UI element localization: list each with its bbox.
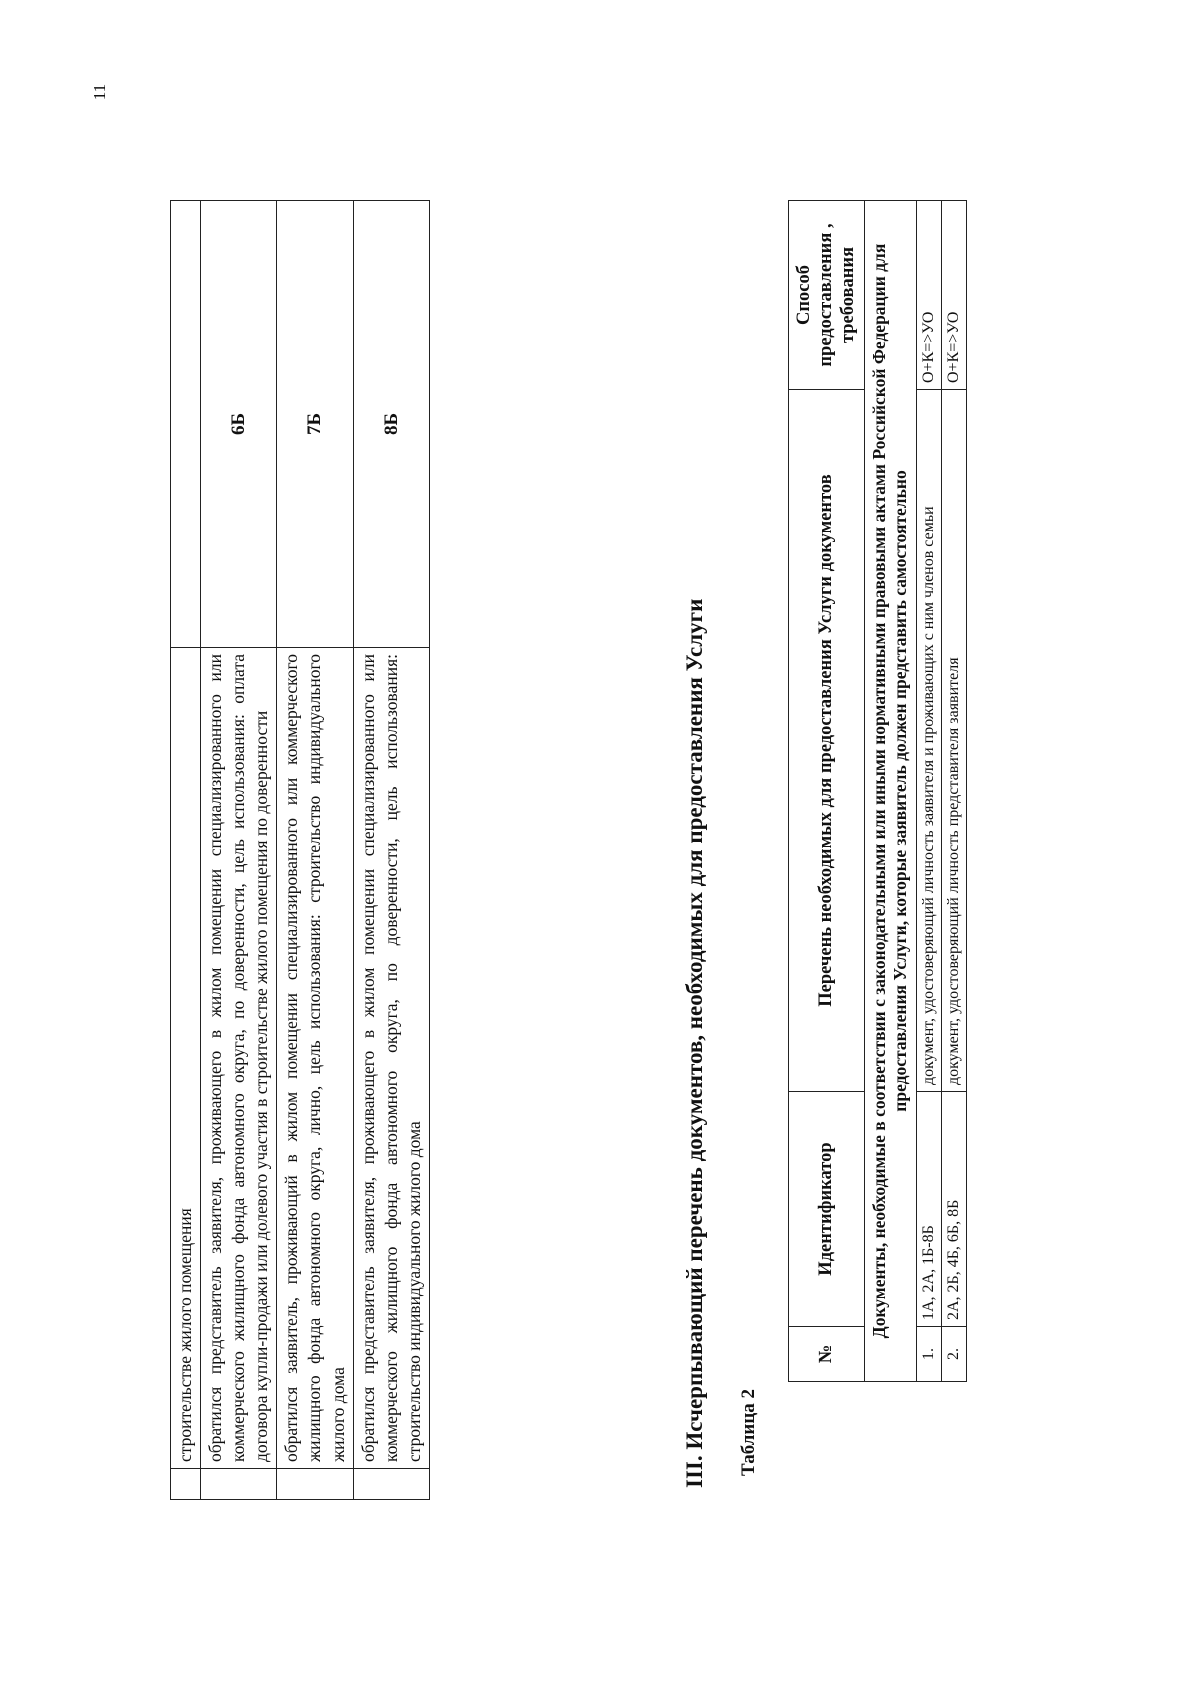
table-cell-identifier: 8Б bbox=[353, 201, 429, 648]
row-number: 2. bbox=[942, 1327, 967, 1382]
table-cell-description: обратился представитель заявителя, проживающего в жилом помещении специализированного или коммерческого жилищного фонда автономного округа, по доверенности, цель использования: строительство индивидуального жилого дома bbox=[353, 648, 429, 1469]
section-title: Документы, необходимые в соответствии с законодательными или иными нормативными правовыми актами Российской Федерации для предоставления Услуги, которые заявитель должен представить самостоятельно bbox=[864, 201, 917, 1382]
table-cell-description: обратился представитель заявителя, проживающего в жилом помещении специализированного или коммерческого жилищного фонда автономного округа, по доверенности, цель использования: оплата договора купли-продажи или долевого участия в строительстве жилого помещения по доверенности bbox=[201, 648, 277, 1469]
rotated-page-content bbox=[170, 180, 1030, 1500]
table-row bbox=[201, 201, 277, 1500]
table-caption: Таблица 2 bbox=[738, 1388, 759, 1476]
row-document: документ, удостоверяющий личность представителя заявителя bbox=[942, 390, 967, 1092]
row-number: 1. bbox=[917, 1327, 942, 1382]
table-header-row bbox=[789, 201, 865, 1382]
page-number: 11 bbox=[90, 83, 110, 101]
row-identifier: 1А, 2А, 1Б-8Б bbox=[917, 1092, 942, 1327]
header-method: Способ предоставления , требования bbox=[789, 201, 865, 390]
table-row bbox=[171, 201, 201, 1500]
documents-table bbox=[788, 200, 967, 1382]
row-document: документ, удостоверяющий личность заявителя и проживающих с ним членов семьи bbox=[917, 390, 942, 1092]
table-row bbox=[353, 201, 429, 1500]
header-document-list: Перечень необходимых для предоставления Услуги документов bbox=[789, 390, 865, 1092]
row-method: О+К=>УО bbox=[917, 201, 942, 390]
table-cell-description: обратился заявитель, проживающий в жилом помещении специализированного или коммерческого жилищного фонда автономного округа, лично, цель использования: строительство индивидуального жилого дома bbox=[277, 648, 353, 1469]
table-cell-identifier bbox=[171, 201, 201, 648]
header-identifier: Идентификатор bbox=[789, 1092, 865, 1327]
grounds-table-continuation bbox=[170, 200, 430, 1500]
table-cell-number bbox=[277, 1469, 353, 1500]
header-number: № bbox=[789, 1327, 865, 1382]
section-heading: III. Исчерпывающий перечень документов, необходимых для предоставления Услуги bbox=[682, 598, 707, 1488]
table-cell-number bbox=[201, 1469, 277, 1500]
row-method: О+К=>УО bbox=[942, 201, 967, 390]
table-section-row bbox=[864, 201, 917, 1382]
table-row bbox=[942, 201, 967, 1382]
table-cell-identifier: 7Б bbox=[277, 201, 353, 648]
row-identifier: 2А, 2Б, 4Б, 6Б, 8Б bbox=[942, 1092, 967, 1327]
table-row bbox=[277, 201, 353, 1500]
table-cell-description: строительстве жилого помещения bbox=[171, 648, 201, 1469]
table-cell-identifier: 6Б bbox=[201, 201, 277, 648]
table-cell-number bbox=[353, 1469, 429, 1500]
table-cell-number bbox=[171, 1469, 201, 1500]
table-row bbox=[917, 201, 942, 1382]
